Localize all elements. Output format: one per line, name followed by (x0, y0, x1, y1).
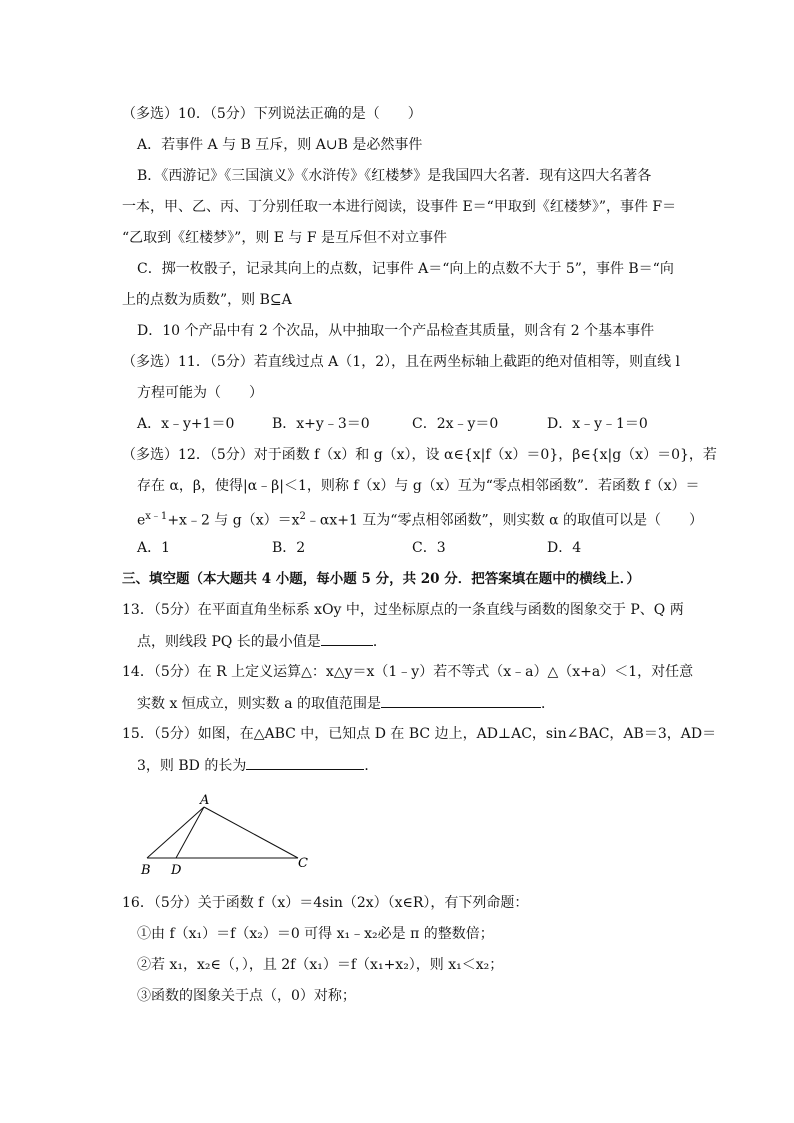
q15-line2 (137, 755, 378, 776)
q15-line1: 15．（5分）如图，在△ABC 中，已知点 D 在 BC 边上，AD⊥AC，sin∠BAC，AB＝3，AD＝ (122, 726, 717, 742)
q10-option-d: D．10 个产品中有 2 个次品，从中抽取一个产品检查其质量，则含有 2 个基本事件 (137, 323, 655, 339)
q12-exp-power: x﹣1 (145, 511, 168, 522)
q16-proposition-2: ②若 x₁，x₂∈（，），且 2f（x₁）＝f（x₁+x₂），则 x₁＜x₂； (137, 957, 504, 973)
q13-line2-text: 点，则线段 PQ 长的最小值是 (137, 634, 321, 650)
q11-option-d: D．x﹣y﹣1＝0 (547, 416, 648, 432)
q11-option-b: B．x+y﹣3＝0 (272, 416, 370, 432)
q13-answer-blank[interactable] (321, 631, 373, 646)
label-a: A (200, 793, 210, 808)
segment-ad (176, 807, 204, 858)
q14-line2 (137, 693, 555, 714)
label-b: B (141, 863, 151, 878)
q16-proposition-1: ①由 f（x₁）＝f（x₂）＝0 可得 x₁﹣x₂必是 π 的整数倍； (137, 926, 494, 942)
q12-stem-line3 (137, 507, 703, 531)
q12-stem-mid: +x﹣2 与 g（x）＝x (167, 512, 300, 529)
q12-stem-line1: （多选）12．（5分）对于函数 f（x）和 g（x），设 α∈{x|f（x）＝0}，β∈{x|g（x）＝0}，若 (122, 447, 717, 463)
q16-proposition-3: ③函数的图象关于点（，0）对称； (137, 988, 356, 1004)
section-heading: 三、填空题（本大题共 4 小题，每小题 5 分，共 20 分．把答案填在题中的横线上．） (122, 571, 641, 587)
q12-stem-line2: 存在 α，β，使得|α﹣β|＜1，则称 f（x）与 g（x）互为“零点相邻函数”．若函数 f（x）＝ (137, 478, 700, 494)
q12-option-c: C．3 (412, 540, 446, 556)
label-c: C (298, 856, 308, 871)
q11-option-a: A．x﹣y+1＝0 (137, 416, 235, 432)
label-d: D (171, 863, 182, 878)
segment-ac (204, 807, 298, 858)
q10-option-c-line1: C．掷一枚骰子，记录其向上的点数，记事件 A＝“向上的点数不大于 5”，事件 B＝“向 (137, 261, 674, 277)
q14-line1: 14．（5分）在 R 上定义运算△：x△y＝x（1﹣y）若不等式（x﹣a）△（x+a）＜1，对任意 (122, 664, 694, 680)
q12-option-d: D．4 (547, 540, 582, 556)
q12-square-power: 2 (299, 511, 306, 522)
q15-period: ． (364, 758, 379, 774)
q10-option-a: A．若事件 A 与 B 互斥，则 A∪B 是必然事件 (137, 137, 423, 153)
q16-stem: 16．（5分）关于函数 f（x）＝4sin（2x）（x∈R），有下列命题： (122, 895, 529, 911)
q13-line2 (137, 631, 387, 652)
segment-ab (147, 807, 204, 858)
triangle-figure (130, 790, 330, 885)
q11-stem-line2: 方程可能为（ ） (137, 385, 263, 401)
q13-period: ． (372, 634, 387, 650)
q10-option-b-line2: 一本，甲、乙、丙、丁分别任取一本进行阅读，设事件 E＝“甲取到《红楼梦》”，事件 F＝ (122, 199, 677, 215)
q10-option-c-line2: 上的点数为质数”，则 B⊆A (122, 292, 292, 308)
q15-answer-blank[interactable] (246, 755, 364, 770)
q11-stem-line1: （多选）11．（5分）若直线过点 A（1，2），且在两坐标轴上截距的绝对值相等，则直线 l (122, 354, 681, 370)
q11-option-c: C．2x﹣y＝0 (412, 416, 499, 432)
q14-period: ． (541, 696, 556, 712)
q14-line2-text: 实数 x 恒成立，则实数 a 的取值范围是 (137, 696, 382, 712)
q12-option-b: B．2 (272, 540, 306, 556)
q13-line1: 13．（5分）在平面直角坐标系 xOy 中，过坐标原点的一条直线与函数的图象交于 P、Q 两 (122, 602, 684, 618)
q15-line2-text: 3，则 BD 的长为 (137, 758, 247, 774)
q12-exp-base: e (137, 512, 146, 529)
q10-option-b-line1: B．《西游记》《三国演义》《水浒传》《红楼梦》是我国四大名著．现有这四大名著各 (137, 168, 652, 184)
q10-stem: （多选）10．（5分）下列说法正确的是（ ） (122, 106, 422, 122)
q12-option-a: A．1 (137, 540, 171, 556)
q10-option-b-line3: “乙取到《红楼梦》”，则 E 与 F 是互斥但不对立事件 (122, 230, 448, 246)
q12-stem-end: ﹣αx+1 互为“零点相邻函数”，则实数 α 的取值可以是（ ） (305, 512, 703, 529)
q14-answer-blank[interactable] (381, 693, 541, 708)
